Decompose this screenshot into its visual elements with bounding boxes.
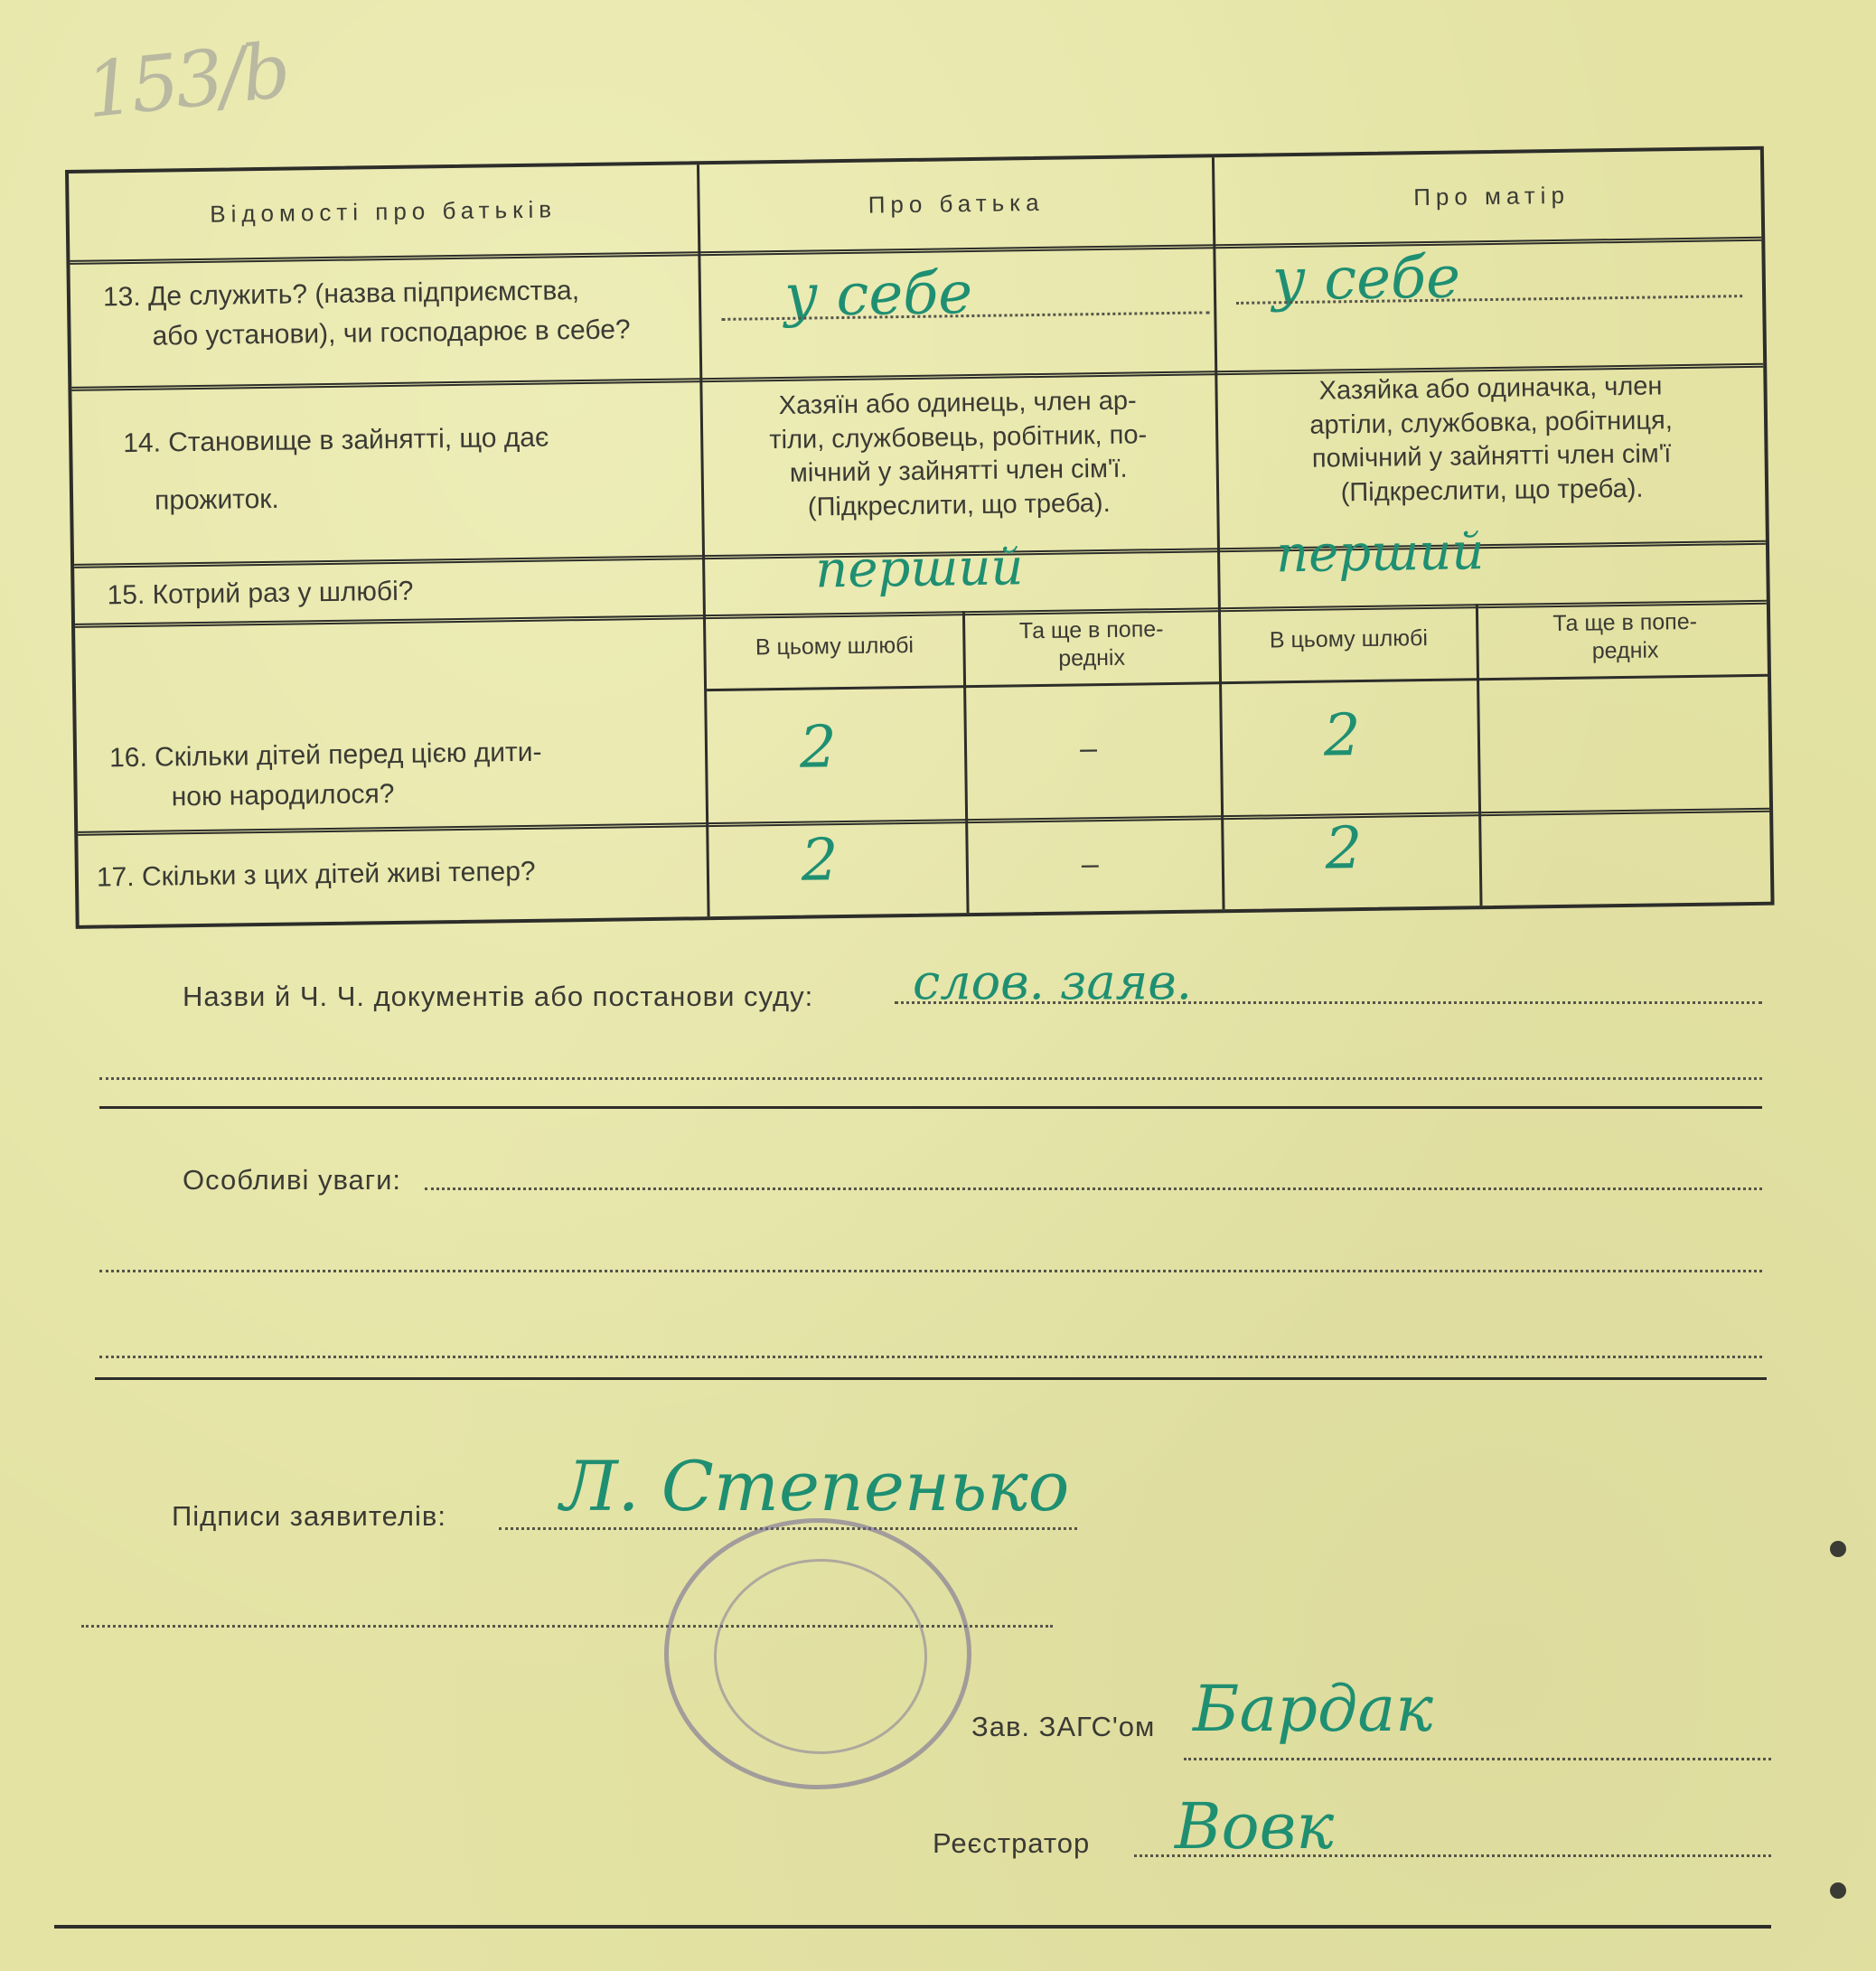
bottom-rule [54, 1925, 1771, 1929]
head-dotline [1184, 1758, 1771, 1760]
table-line [1212, 157, 1225, 909]
subheader-mother-previous [1480, 607, 1770, 668]
header-parents-info: Відомості про батьків [210, 195, 558, 228]
subheader-father-previous [967, 615, 1216, 674]
header-father: Про батька [868, 188, 1045, 219]
row14-mother-line4: (Підкреслити, що треба). [1340, 474, 1644, 508]
row13-label-line2: або установи), чи господарює в себе? [152, 314, 631, 352]
row14-mother-line1: Хазяйка або одиначка, член [1318, 371, 1663, 406]
subheader-previous-line2: редніх [1058, 644, 1126, 671]
pencil-page-number: 153/b [81, 25, 291, 136]
remarks-dotline-3 [99, 1356, 1762, 1358]
row16-mother-this: 2 [1323, 702, 1362, 770]
documents-dotline-2 [99, 1077, 1762, 1080]
row13-label-line1: 13. Де служить? (назва підприємства, [102, 276, 580, 313]
subheader-previous-line1: Та ще в попе- [1552, 608, 1698, 637]
binding-hole [1830, 1882, 1846, 1899]
applicants-signature: Л. Степенько [560, 1446, 1070, 1526]
documents-dotline [895, 1001, 1762, 1004]
subheader-father-this-marriage: В цьому шлюбі [755, 632, 915, 661]
row16-father-prev: – [1079, 731, 1098, 766]
applicants-signatures-label: Підписи заявителів: [172, 1500, 446, 1532]
head-of-registry-label: Зав. ЗАГС'ом [971, 1711, 1156, 1742]
row17-father-this: 2 [801, 827, 839, 895]
row14-father-line1: Хазяїн або одинець, член ар- [778, 386, 1137, 420]
row16-label-line1: 16. Скільки дітей перед цією дити- [108, 737, 542, 774]
subheader-mother-this-marriage: В цьому шлюбі [1269, 624, 1429, 653]
row17-father-prev: – [1081, 847, 1100, 882]
subheader-previous-line1: Та ще в попе- [1018, 616, 1164, 644]
head-of-registry-signature: Бардак [1193, 1672, 1433, 1746]
row13-mother-handwriting: у себе [1271, 244, 1461, 314]
section-divider-2 [95, 1377, 1767, 1380]
remarks-label: Особливі уваги: [183, 1164, 402, 1196]
remarks-dotline [425, 1187, 1762, 1190]
registrar-dotline [1134, 1854, 1771, 1857]
parents-info-table [65, 146, 1775, 929]
row14-father-options [704, 383, 1212, 527]
row14-father-line3: мічний у зайнятті член сім'ї. [789, 454, 1128, 489]
row16-father-this: 2 [799, 714, 838, 782]
registrar-signature: Вовк [1175, 1789, 1335, 1863]
section-divider [99, 1106, 1762, 1109]
row14-mother-line2: артіли, службовка, робітниця, [1309, 405, 1673, 440]
row14-mother-line3: помічний у зайнятті член сім'ї [1311, 439, 1672, 474]
row14-label-line1: 14. Становище в зайнятті, що дає [123, 422, 549, 459]
binding-hole [1830, 1541, 1846, 1557]
registrar-label: Реєстратор [933, 1827, 1091, 1859]
row14-mother-options [1219, 369, 1763, 512]
remarks-dotline-2 [99, 1270, 1762, 1272]
row15-father-handwriting: перший [814, 538, 1024, 600]
row15-label: 15. Котрий раз у шлюбі? [107, 576, 414, 611]
row14-father-line4: (Підкреслити, що треба). [807, 488, 1111, 522]
row17-mother-this: 2 [1325, 815, 1363, 883]
official-stamp [664, 1518, 971, 1789]
subheader-previous-line2: редніх [1591, 637, 1659, 664]
row14-label-line2: прожиток. [154, 483, 279, 516]
documents-label: Назви й Ч. Ч. документів або постанови суду: [183, 981, 814, 1012]
row15-mother-handwriting: перший [1275, 522, 1485, 585]
documents-handwriting: слов. заяв. [913, 953, 1192, 1010]
row13-father-handwriting: у себе [783, 259, 973, 330]
row16-label-line2: ною народилося? [171, 778, 395, 812]
table-line [697, 164, 710, 916]
table-line [707, 674, 1768, 691]
row17-label: 17. Скільки з цих дітей живі тепер? [96, 856, 536, 893]
row14-father-line2: тіли, службовець, робітник, по- [769, 420, 1148, 455]
header-mother: Про матір [1412, 181, 1571, 211]
